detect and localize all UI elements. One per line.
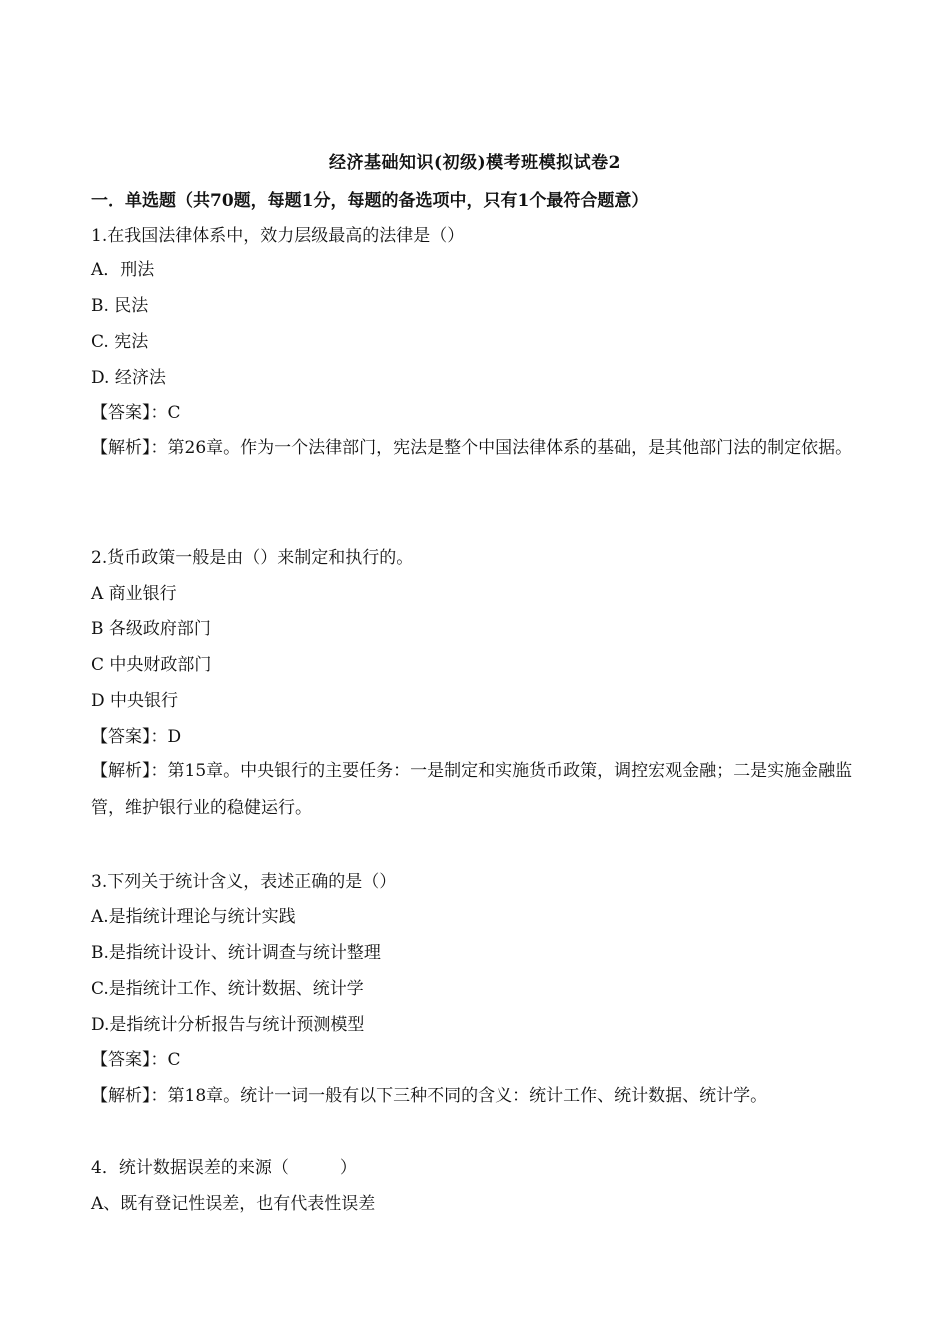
option: D 中央银行 [91,691,179,711]
answer: 【答案】：C [91,403,181,423]
question-stem: 2.货币政策一般是由（）来制定和执行的。 [91,548,414,568]
option: A、既有登记性误差，也有代表性误差 [91,1194,376,1214]
option: D. 经济法 [91,368,166,388]
page-title: 经济基础知识(初级)模考班模拟试卷2 [329,153,621,173]
option: C.是指统计工作、统计数据、统计学 [91,979,364,999]
analysis: 【解析】：第15章。中央银行的主要任务：一是制定和实施货币政策，调控宏观金融；二是实施金融监管，维护银行业的稳健运行。 [91,761,853,818]
analysis: 【解析】：第18章。统计一词一般有以下三种不同的含义：统计工作、统计数据、统计学。 [91,1086,768,1106]
answer: 【答案】：C [91,1050,181,1070]
option: B.是指统计设计、统计调查与统计整理 [91,943,381,963]
option: D.是指统计分析报告与统计预测模型 [91,1015,365,1035]
question-stem: 1.在我国法律体系中，效力层级最高的法律是（） [91,226,465,246]
option: A 商业银行 [91,584,177,604]
question-stem: 3.下列关于统计含义，表述正确的是（） [91,872,397,892]
answer: 【答案】：D [91,727,182,747]
option: B. 民法 [91,296,149,316]
option: B 各级政府部门 [91,619,211,639]
option: C 中央财政部门 [91,655,212,675]
analysis: 【解析】：第26章。作为一个法律部门，宪法是整个中国法律体系的基础，是其他部门法的制定依据。 [91,438,853,458]
option: C. 宪法 [91,332,149,352]
option: A.是指统计理论与统计实践 [91,907,296,927]
section-heading: 一．单选题（共70题，每题1分，每题的备选项中，只有1个最符合题意） [91,191,649,211]
option: A．刑法 [91,260,155,280]
question-stem: 4．统计数据误差的来源（ ） [91,1158,357,1178]
